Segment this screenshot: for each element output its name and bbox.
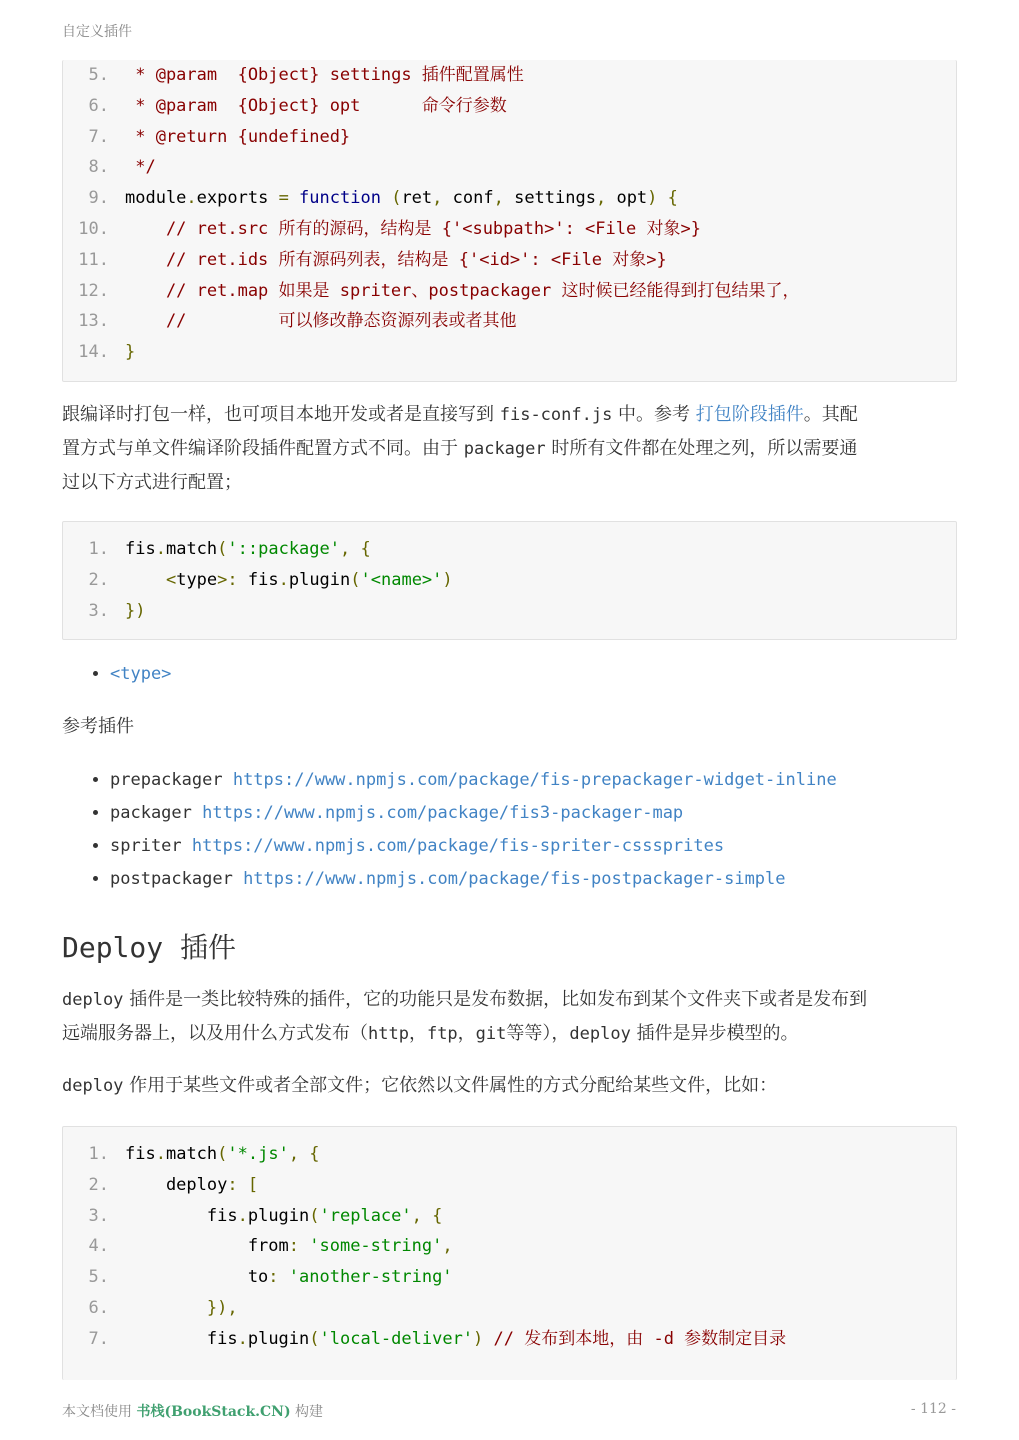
code-token: function <box>299 188 381 209</box>
footer-credit <box>62 1401 323 1421</box>
code-token: , { <box>288 1144 320 1164</box>
inline-code: ftp <box>426 1024 458 1044</box>
line-number: 8. <box>88 157 109 178</box>
code-token: . <box>186 188 197 209</box>
code-text <box>125 155 156 179</box>
code-text <box>125 309 517 333</box>
paragraph-deploy-intro <box>62 983 962 1051</box>
text: 作用于某些文件或者全部文件；它依然以文件属性的方式分配给某些文件，比如： <box>123 1075 778 1096</box>
code-text <box>125 217 701 241</box>
code-token: fis <box>125 1328 238 1349</box>
paragraph-packager-config <box>62 398 962 499</box>
reference-plugin-item <box>110 764 837 797</box>
code-token: */ <box>125 157 156 178</box>
type-link[interactable]: <type> <box>110 664 172 684</box>
code-token: ( <box>350 569 361 590</box>
heading-cjk: 插件 <box>180 931 237 964</box>
line-number: 1. <box>88 1144 109 1164</box>
code-text <box>125 279 799 303</box>
plugin-name: spriter <box>110 836 192 856</box>
text: 过以下方式进行配置； <box>62 472 242 493</box>
code-block-plugin-signature <box>62 60 957 382</box>
code-token: = <box>278 188 300 209</box>
text: 时所有文件都在处理之列，所以需要通 <box>545 438 858 459</box>
code-token: fis <box>125 539 156 559</box>
plugin-name: prepackager <box>110 770 233 790</box>
code-token: fis <box>247 569 279 590</box>
code-token: ( <box>217 539 228 559</box>
code-token: plugin <box>247 1205 310 1226</box>
line-number: 6. <box>88 1298 109 1318</box>
code-token: // ret.ids 所有源码列表，结构是 {'<id>': <File 对象>} <box>125 249 667 270</box>
code-token: . <box>278 569 289 590</box>
reference-plugin-item <box>110 797 837 830</box>
code-text <box>125 1204 442 1228</box>
code-token: }), <box>125 1298 238 1318</box>
line-number: 5. <box>88 1267 109 1288</box>
code-token: * @return {undefined} <box>125 126 351 147</box>
code-token: 'local-deliver' <box>319 1328 474 1349</box>
line-number: 3. <box>88 600 109 621</box>
code-token: conf <box>452 188 494 209</box>
text: 中。参考 <box>612 404 696 425</box>
code-token: ) <box>442 569 453 590</box>
type-list <box>90 658 171 691</box>
code-token <box>381 188 391 208</box>
code-token: , <box>595 188 617 209</box>
code-token: , <box>493 188 515 209</box>
inline-code: deploy <box>569 1024 631 1044</box>
code-token: to <box>125 1267 269 1288</box>
paragraph-deploy-usage <box>62 1069 962 1103</box>
line-number: 11. <box>78 249 109 270</box>
text: 插件是一类比较特殊的插件，它的功能只是发布数据，比如发布到某个文件夹下或者是发布到 <box>123 989 868 1010</box>
code-text <box>125 125 350 149</box>
text: 构建 <box>290 1404 324 1420</box>
code-token: ret <box>401 188 433 209</box>
code-token: < <box>165 569 177 590</box>
code-token: . <box>237 1328 248 1349</box>
code-token <box>125 570 166 590</box>
code-text <box>125 1173 258 1197</box>
code-text <box>125 63 524 87</box>
code-token: ( <box>217 1144 228 1164</box>
inline-code: git <box>475 1024 507 1044</box>
code-text <box>125 599 145 623</box>
code-token: // ret.map 如果是 spriter、postpackager 这时候已经能得到打包结果了， <box>125 280 800 301</box>
plugin-url-link[interactable]: https://www.npmjs.com/package/fis3-packager-map <box>202 803 684 823</box>
code-token: }) <box>125 600 146 621</box>
line-number: 3. <box>88 1205 109 1226</box>
text: ， <box>457 1023 476 1044</box>
reference-plugin-item <box>110 830 837 863</box>
code-token: '::package' <box>227 539 340 559</box>
line-number: 4. <box>88 1236 109 1257</box>
plugin-url-link[interactable]: https://www.npmjs.com/package/fis-spriter-csssprites <box>191 836 725 856</box>
bookstack-link[interactable]: 书栈(BookStack.CN) <box>136 1404 291 1420</box>
line-number: 13. <box>78 311 109 332</box>
plugin-name: packager <box>110 803 203 823</box>
code-token: >: <box>217 569 248 590</box>
list-item <box>110 658 171 691</box>
code-token: exports <box>196 188 279 209</box>
code-text <box>125 186 678 210</box>
line-number: 1. <box>88 539 109 559</box>
code-token: ( <box>309 1328 320 1349</box>
code-token: // 发布到本地，由 -d 参数制定目录 <box>493 1328 787 1349</box>
code-text <box>125 1296 238 1320</box>
code-token: ) { <box>647 188 678 209</box>
line-number: 7. <box>88 1328 109 1349</box>
text: 远端服务器上，以及用什么方式发布（ <box>62 1023 368 1044</box>
line-number: 9. <box>88 188 109 209</box>
code-token: , { <box>411 1205 443 1226</box>
section-title: 自定义插件 <box>62 24 132 40</box>
line-number: 2. <box>88 1174 109 1195</box>
code-token: . <box>155 1144 166 1164</box>
code-text <box>125 1327 786 1351</box>
inline-code: deploy <box>62 1076 124 1096</box>
plugin-name: postpackager <box>110 869 244 889</box>
code-token: type <box>176 569 218 590</box>
code-text <box>125 1234 453 1258</box>
code-token: ) <box>473 1328 494 1349</box>
code-token: match <box>165 539 218 559</box>
code-token: 'some-string' <box>309 1236 443 1257</box>
code-token: plugin <box>288 569 351 590</box>
code-token: opt <box>616 188 648 209</box>
code-token: module <box>125 188 187 209</box>
code-token: from <box>125 1236 289 1257</box>
code-token: , <box>442 1236 453 1257</box>
code-token: 'another-string' <box>288 1267 453 1288</box>
line-number: 12. <box>78 280 109 301</box>
code-token: plugin <box>247 1328 310 1349</box>
line-number: 2. <box>88 569 109 590</box>
code-token: fis <box>125 1205 238 1226</box>
code-token: . <box>155 539 166 559</box>
inline-code: fis-conf.js <box>499 405 613 425</box>
inline-code: http <box>368 1024 409 1044</box>
code-token: : [ <box>227 1174 259 1195</box>
line-number: 14. <box>78 342 109 363</box>
reference-plugin-list <box>90 764 837 896</box>
code-token: deploy <box>125 1174 228 1195</box>
code-token: , <box>432 188 453 209</box>
plugin-url-link[interactable]: https://www.npmjs.com/package/fis-prepackager-widget-inline <box>232 770 837 790</box>
code-token: match <box>165 1144 218 1164</box>
code-token: '*.js' <box>227 1144 289 1164</box>
inline-code: packager <box>463 439 546 459</box>
text: 本文档使用 <box>62 1404 137 1420</box>
code-block-package-match <box>62 521 957 640</box>
reference-label: 参考插件 <box>62 716 134 737</box>
page-number: - 112 - <box>910 1401 956 1417</box>
text: 置方式与单文件编译阶段插件配置方式不同。由于 <box>62 438 464 459</box>
code-token: ( <box>391 188 402 209</box>
text: 插件是异步模型的。 <box>630 1023 799 1044</box>
code-text <box>125 248 667 272</box>
code-token: 'replace' <box>319 1205 412 1226</box>
code-token: // 可以修改静态资源列表或者其他 <box>125 311 517 332</box>
code-text <box>125 568 453 592</box>
code-token: fis <box>125 1144 156 1164</box>
reference-plugin-item <box>110 863 837 896</box>
line-number: 5. <box>88 65 109 85</box>
code-token: '<name>' <box>360 569 443 590</box>
code-token: settings <box>514 188 596 209</box>
heading-mono: Deploy <box>62 931 181 964</box>
code-token: . <box>237 1205 248 1226</box>
code-token: } <box>125 342 136 363</box>
code-text <box>125 94 507 118</box>
code-token: * @param {Object} opt 命令行参数 <box>125 95 507 116</box>
code-token: * @param {Object} settings 插件配置属性 <box>125 65 524 85</box>
plugin-url-link[interactable]: https://www.npmjs.com/package/fis-postpackager-simple <box>243 869 786 889</box>
packager-plugin-link[interactable]: 打包阶段插件 <box>695 404 804 425</box>
inline-code: deploy <box>62 990 124 1010</box>
line-number: 7. <box>88 126 109 147</box>
code-token: ( <box>309 1205 320 1226</box>
code-text <box>125 340 135 364</box>
text: 等等）， <box>506 1023 570 1044</box>
code-token: : <box>268 1267 289 1288</box>
text: ， <box>408 1023 427 1044</box>
line-number: 10. <box>78 219 109 239</box>
code-token: , { <box>340 539 371 559</box>
text: 。其配 <box>803 404 858 425</box>
code-text <box>125 537 371 561</box>
code-token: // ret.src 所有的源码，结构是 {'<subpath>': <File 对象>} <box>125 219 701 239</box>
code-text <box>125 1265 453 1289</box>
code-token: : <box>288 1236 310 1257</box>
text: 跟编译时打包一样，也可项目本地开发或者是直接写到 <box>62 404 500 425</box>
code-block-deploy-example <box>62 1126 957 1380</box>
line-number: 6. <box>88 95 109 116</box>
deploy-heading <box>62 926 236 966</box>
code-text <box>125 1142 320 1166</box>
